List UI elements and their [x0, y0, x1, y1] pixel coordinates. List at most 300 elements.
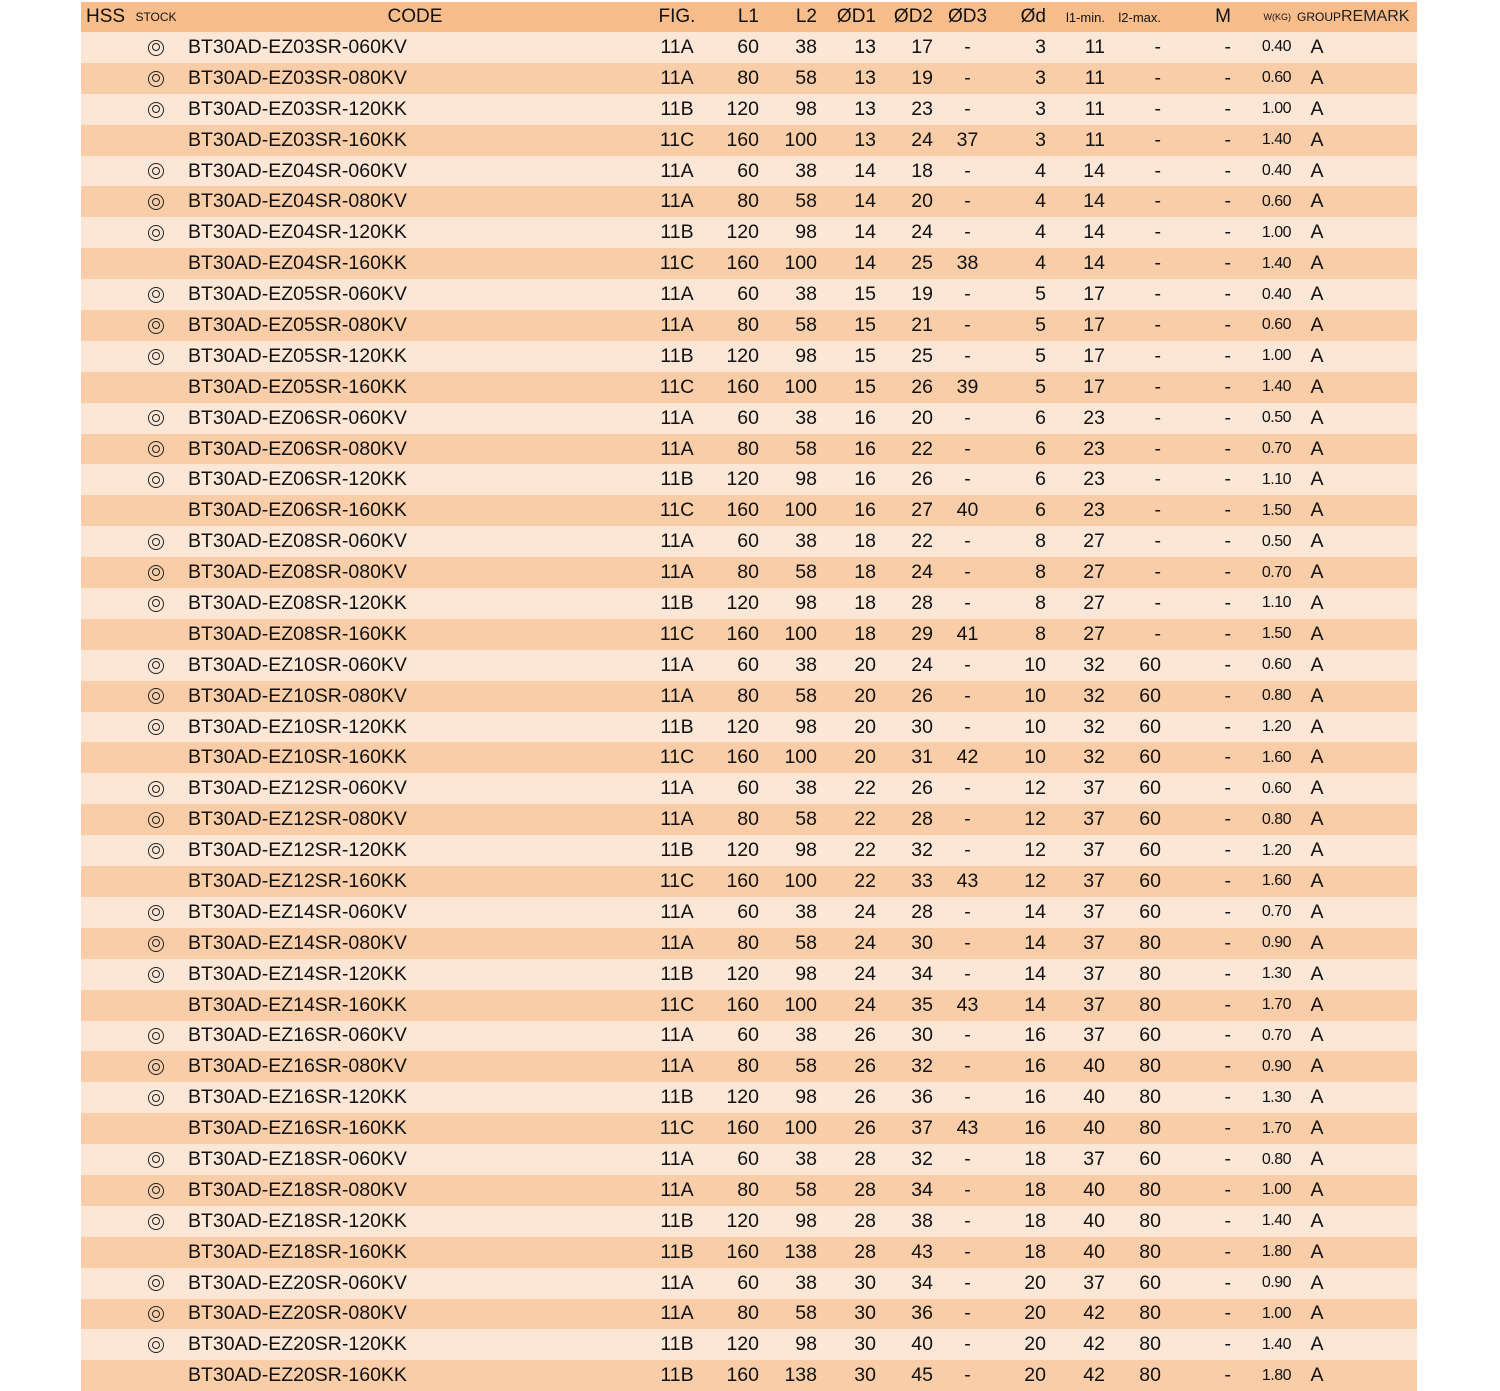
l2-cell: 38	[795, 530, 817, 553]
stock-cell	[127, 98, 185, 121]
d2-cell: 27	[911, 499, 933, 522]
l1-min-cell: 14	[1083, 159, 1105, 182]
d1-cell: 22	[854, 777, 876, 800]
d1-cell: 26	[854, 1055, 876, 1078]
d2-cell: 40	[911, 1333, 933, 1356]
d3-cell: -	[964, 1148, 971, 1170]
d1-cell: 30	[854, 1333, 876, 1356]
stock-cell	[127, 1210, 185, 1233]
fig-cell: 11C	[659, 622, 695, 645]
m-cell: -	[1224, 962, 1231, 985]
code-cell: BT30AD-EZ05SR-080KV	[188, 313, 407, 336]
table-row	[81, 526, 1417, 557]
l2-max-cell: -	[1154, 591, 1161, 614]
l1-cell: 160	[726, 746, 759, 769]
group-cell: A	[1310, 561, 1324, 584]
stock-cell	[127, 190, 185, 213]
l1-cell: 60	[737, 35, 759, 58]
l2-max-cell: -	[1154, 252, 1161, 275]
weight-cell: 0.70	[1261, 563, 1291, 581]
m-cell: -	[1224, 499, 1231, 522]
weight-cell: 1.00	[1261, 223, 1291, 241]
l2-cell: 100	[784, 1117, 817, 1140]
table-row	[81, 1268, 1417, 1299]
d2-cell: 35	[911, 993, 933, 1016]
in-stock-icon	[148, 1275, 164, 1291]
code-cell: BT30AD-EZ20SR-160KK	[188, 1364, 407, 1387]
d1-cell: 24	[854, 900, 876, 923]
fig-cell: 11B	[660, 1209, 694, 1232]
in-stock-icon	[148, 719, 164, 735]
code-cell: BT30AD-EZ08SR-120KK	[188, 591, 407, 614]
table-row	[81, 32, 1417, 63]
d-cell: 16	[1024, 1117, 1046, 1140]
l1-cell: 160	[726, 869, 759, 892]
m-cell: -	[1224, 839, 1231, 862]
weight-cell: 0.60	[1261, 69, 1291, 87]
l2-max-cell: -	[1154, 406, 1161, 429]
table-row	[81, 742, 1417, 773]
l1-min-cell: 17	[1083, 313, 1105, 336]
code-cell: BT30AD-EZ03SR-060KV	[188, 35, 407, 58]
d3-cell: -	[964, 190, 971, 213]
code-cell: BT30AD-EZ04SR-120KK	[188, 221, 407, 244]
d3-cell: -	[964, 344, 971, 367]
fig-cell: 11C	[659, 993, 695, 1016]
d-cell: 14	[1024, 993, 1046, 1016]
l2-cell: 100	[784, 869, 817, 892]
fig-cell: 11B	[660, 344, 694, 367]
m-cell: -	[1224, 1055, 1231, 1078]
weight-cell: 0.70	[1261, 1026, 1291, 1044]
fig-cell: 11A	[660, 1055, 694, 1078]
group-cell: A	[1310, 1271, 1324, 1294]
header-code: CODE	[387, 6, 443, 27]
l2-cell: 98	[795, 1333, 817, 1356]
d3-cell: -	[964, 66, 971, 89]
code-cell: BT30AD-EZ16SR-160KK	[188, 1117, 407, 1140]
group-cell: A	[1310, 468, 1324, 491]
d1-cell: 14	[854, 190, 876, 213]
d1-cell: 24	[854, 962, 876, 985]
l1-min-cell: 37	[1083, 777, 1105, 800]
l1-cell: 60	[737, 777, 759, 800]
fig-cell: 11A	[660, 159, 694, 182]
d1-cell: 22	[854, 808, 876, 831]
l2-max-cell: 80	[1139, 1209, 1161, 1232]
m-cell: -	[1224, 1209, 1231, 1232]
group-cell: A	[1310, 1178, 1324, 1201]
table-row	[81, 372, 1417, 403]
table-row	[81, 248, 1417, 279]
d3-cell: -	[964, 1271, 971, 1294]
l2-cell: 38	[795, 1271, 817, 1294]
table-row	[81, 279, 1417, 310]
header-l2: L2	[795, 6, 817, 27]
weight-cell: 0.80	[1261, 810, 1291, 828]
d1-cell: 15	[854, 313, 876, 336]
l1-min-cell: 40	[1083, 1086, 1105, 1109]
weight-cell: 1.40	[1261, 254, 1291, 272]
m-cell: -	[1224, 622, 1231, 645]
m-cell: -	[1224, 653, 1231, 676]
d-cell: 12	[1024, 869, 1046, 892]
fig-cell: 11A	[660, 406, 694, 429]
l2-cell: 100	[784, 252, 817, 275]
l1-min-cell: 37	[1083, 808, 1105, 831]
d-cell: 16	[1024, 1024, 1046, 1047]
d-cell: 3	[1035, 66, 1046, 89]
in-stock-icon	[148, 905, 164, 921]
l2-max-cell: -	[1154, 437, 1161, 460]
m-cell: -	[1224, 1086, 1231, 1109]
group-cell: A	[1310, 283, 1324, 306]
stock-cell	[127, 345, 185, 368]
l1-min-cell: 40	[1083, 1055, 1105, 1078]
l2-max-cell: 60	[1139, 808, 1161, 831]
d3-cell: -	[964, 1178, 971, 1201]
table-row	[81, 156, 1417, 187]
d3-cell: 43	[956, 993, 979, 1016]
code-cell: BT30AD-EZ18SR-060KV	[188, 1148, 407, 1170]
l2-cell: 38	[795, 159, 817, 182]
m-cell: -	[1224, 993, 1231, 1016]
table-header	[81, 2, 1417, 32]
l1-min-cell: 23	[1083, 406, 1105, 429]
m-cell: -	[1224, 375, 1231, 398]
l2-max-cell: 80	[1139, 1364, 1161, 1387]
stock-cell	[127, 1024, 185, 1047]
l1-cell: 160	[726, 1117, 759, 1140]
fig-cell: 11B	[660, 468, 694, 491]
table-row	[81, 866, 1417, 897]
code-cell: BT30AD-EZ20SR-120KK	[188, 1333, 407, 1356]
d-cell: 8	[1035, 561, 1046, 584]
weight-cell: 1.00	[1261, 1181, 1291, 1199]
l1-min-cell: 37	[1083, 993, 1105, 1016]
in-stock-icon	[148, 472, 164, 488]
table-row	[81, 63, 1417, 94]
d1-cell: 26	[854, 1117, 876, 1140]
d1-cell: 15	[854, 283, 876, 306]
product-table	[81, 2, 1417, 1391]
fig-cell: 11B	[660, 1240, 694, 1263]
d-cell: 4	[1035, 221, 1046, 244]
in-stock-icon	[148, 967, 164, 983]
l2-max-cell: -	[1154, 561, 1161, 584]
fig-cell: 11A	[660, 1024, 694, 1047]
d1-cell: 16	[854, 437, 876, 460]
weight-cell: 0.40	[1261, 38, 1291, 56]
m-cell: -	[1224, 128, 1231, 151]
code-cell: BT30AD-EZ20SR-080KV	[188, 1302, 407, 1325]
m-cell: -	[1224, 406, 1231, 429]
fig-cell: 11C	[659, 252, 695, 275]
d-cell: 8	[1035, 622, 1046, 645]
weight-cell: 1.50	[1261, 501, 1291, 519]
fig-cell: 11C	[659, 869, 695, 892]
weight-cell: 0.90	[1261, 1274, 1291, 1292]
code-cell: BT30AD-EZ03SR-080KV	[188, 66, 407, 89]
d-cell: 20	[1024, 1271, 1046, 1294]
fig-cell: 11A	[660, 190, 694, 213]
l1-min-cell: 42	[1083, 1364, 1105, 1387]
weight-cell: 0.80	[1261, 1150, 1291, 1168]
l1-min-cell: 27	[1083, 591, 1105, 614]
group-cell: A	[1310, 622, 1324, 645]
d-cell: 18	[1024, 1209, 1046, 1232]
l1-cell: 120	[726, 1209, 759, 1232]
group-cell: A	[1310, 499, 1324, 522]
l1-min-cell: 27	[1083, 530, 1105, 553]
stock-cell	[127, 283, 185, 306]
d1-cell: 24	[854, 993, 876, 1016]
m-cell: -	[1224, 1302, 1231, 1325]
d3-cell: 37	[956, 128, 979, 151]
stock-cell	[127, 438, 185, 461]
d1-cell: 15	[854, 344, 876, 367]
table-row	[81, 681, 1417, 712]
d2-cell: 24	[911, 221, 933, 244]
l1-cell: 120	[726, 591, 759, 614]
d3-cell: -	[964, 839, 971, 862]
d-cell: 6	[1035, 468, 1046, 491]
weight-cell: 0.70	[1261, 903, 1291, 921]
stock-cell	[127, 1333, 185, 1356]
l2-cell: 138	[784, 1364, 817, 1387]
l2-cell: 100	[784, 128, 817, 151]
weight-cell: 1.40	[1261, 378, 1291, 396]
code-cell: BT30AD-EZ08SR-060KV	[188, 530, 407, 553]
l2-cell: 100	[784, 499, 817, 522]
fig-cell: 11B	[660, 962, 694, 985]
l1-min-cell: 17	[1083, 375, 1105, 398]
l2-cell: 98	[795, 1209, 817, 1232]
header-d3: ØD3	[947, 6, 988, 27]
weight-cell: 0.40	[1261, 162, 1291, 179]
l1-min-cell: 11	[1084, 66, 1105, 89]
group-cell: A	[1310, 375, 1324, 398]
d1-cell: 18	[854, 530, 876, 553]
l2-max-cell: 80	[1139, 993, 1161, 1016]
header-weight: W(KG)	[1263, 12, 1291, 22]
l1-cell: 80	[737, 313, 759, 336]
code-cell: BT30AD-EZ06SR-120KK	[188, 468, 407, 491]
l2-max-cell: -	[1154, 375, 1161, 398]
d1-cell: 20	[854, 746, 876, 769]
table-row	[81, 773, 1417, 804]
group-cell: A	[1310, 1333, 1324, 1356]
l2-cell: 98	[795, 1086, 817, 1109]
in-stock-icon	[148, 349, 164, 365]
table-row	[81, 1299, 1417, 1330]
fig-cell: 11A	[660, 808, 694, 831]
table-row	[81, 186, 1417, 217]
fig-cell: 11A	[660, 1148, 694, 1170]
group-cell: A	[1310, 746, 1324, 769]
group-cell: A	[1310, 839, 1324, 862]
weight-cell: 1.10	[1261, 470, 1291, 488]
fig-cell: 11A	[660, 777, 694, 800]
l1-cell: 160	[726, 1364, 759, 1387]
code-cell: BT30AD-EZ04SR-080KV	[188, 190, 407, 213]
d2-cell: 25	[911, 344, 933, 367]
weight-cell: 0.50	[1261, 409, 1291, 427]
fig-cell: 11B	[660, 839, 694, 862]
stock-cell	[127, 654, 185, 677]
d-cell: 10	[1024, 684, 1046, 707]
stock-cell	[127, 1179, 185, 1202]
weight-cell: 0.70	[1261, 440, 1291, 458]
table-row	[81, 1113, 1417, 1144]
l1-cell: 80	[737, 1055, 759, 1078]
code-cell: BT30AD-EZ18SR-120KK	[188, 1209, 407, 1232]
stock-cell	[127, 592, 185, 615]
l2-cell: 98	[795, 591, 817, 614]
l2-max-cell: 80	[1139, 1302, 1161, 1325]
stock-cell	[127, 530, 185, 553]
d-cell: 6	[1035, 437, 1046, 460]
l2-max-cell: 60	[1139, 900, 1161, 923]
d1-cell: 20	[854, 653, 876, 676]
fig-cell: 11A	[660, 900, 694, 923]
in-stock-icon	[148, 658, 164, 674]
d3-cell: -	[964, 97, 971, 120]
code-cell: BT30AD-EZ14SR-160KK	[188, 993, 407, 1016]
in-stock-icon	[148, 71, 164, 87]
d3-cell: -	[964, 1364, 971, 1387]
d-cell: 14	[1024, 931, 1046, 954]
l2-max-cell: -	[1154, 159, 1161, 182]
l1-min-cell: 17	[1083, 283, 1105, 306]
in-stock-icon	[148, 534, 164, 550]
l1-cell: 60	[737, 283, 759, 306]
d1-cell: 13	[854, 35, 876, 58]
l1-cell: 160	[726, 1240, 759, 1263]
code-cell: BT30AD-EZ10SR-160KK	[188, 746, 407, 769]
d-cell: 5	[1035, 375, 1046, 398]
in-stock-icon	[148, 1028, 164, 1044]
d2-cell: 33	[911, 869, 933, 892]
d3-cell: -	[964, 35, 971, 58]
m-cell: -	[1224, 1271, 1231, 1294]
m-cell: -	[1224, 561, 1231, 584]
m-cell: -	[1224, 66, 1231, 89]
in-stock-icon	[148, 565, 164, 581]
d-cell: 6	[1035, 406, 1046, 429]
d3-cell: -	[964, 221, 971, 244]
l1-cell: 120	[726, 1086, 759, 1109]
group-cell: A	[1310, 97, 1324, 120]
d3-cell: -	[964, 313, 971, 336]
l2-max-cell: 60	[1139, 1148, 1161, 1170]
d-cell: 10	[1024, 746, 1046, 769]
l2-cell: 58	[795, 1178, 817, 1201]
stock-cell	[127, 67, 185, 90]
group-cell: A	[1310, 653, 1324, 676]
in-stock-icon	[148, 596, 164, 612]
l2-cell: 38	[795, 777, 817, 800]
d1-cell: 28	[854, 1178, 876, 1201]
stock-cell	[127, 314, 185, 337]
m-cell: -	[1224, 1178, 1231, 1201]
d1-cell: 28	[854, 1240, 876, 1263]
weight-cell: 1.80	[1261, 1366, 1291, 1384]
weight-cell: 1.40	[1261, 131, 1291, 149]
m-cell: -	[1224, 190, 1231, 213]
m-cell: -	[1224, 1148, 1231, 1170]
group-cell: A	[1310, 66, 1324, 89]
weight-cell: 1.70	[1261, 1119, 1291, 1137]
l2-max-cell: -	[1154, 97, 1161, 120]
in-stock-icon	[148, 843, 164, 859]
group-cell: A	[1310, 313, 1324, 336]
d3-cell: -	[964, 962, 971, 985]
m-cell: -	[1224, 1117, 1231, 1140]
d3-cell: -	[964, 159, 971, 182]
l1-min-cell: 37	[1083, 962, 1105, 985]
code-cell: BT30AD-EZ05SR-060KV	[188, 283, 407, 306]
in-stock-icon	[148, 1337, 164, 1353]
table-row	[81, 495, 1417, 526]
l2-max-cell: -	[1154, 499, 1161, 522]
l2-cell: 38	[795, 653, 817, 676]
d1-cell: 13	[854, 66, 876, 89]
header-hss: HSS	[86, 6, 126, 27]
l2-max-cell: 60	[1139, 1024, 1161, 1047]
fig-cell: 11A	[660, 1271, 694, 1294]
table-row	[81, 403, 1417, 434]
l1-cell: 120	[726, 468, 759, 491]
d2-cell: 21	[911, 313, 933, 336]
l2-max-cell: -	[1154, 190, 1161, 213]
l1-min-cell: 40	[1083, 1178, 1105, 1201]
group-cell: A	[1310, 35, 1324, 58]
d3-cell: -	[964, 931, 971, 954]
group-cell: A	[1310, 159, 1324, 182]
d3-cell: -	[964, 1209, 971, 1232]
d3-cell: -	[964, 1333, 971, 1356]
l2-cell: 98	[795, 221, 817, 244]
l1-min-cell: 32	[1083, 684, 1105, 707]
fig-cell: 11C	[659, 499, 695, 522]
l1-cell: 160	[726, 622, 759, 645]
group-cell: A	[1310, 900, 1324, 923]
d1-cell: 18	[854, 591, 876, 614]
d1-cell: 13	[854, 97, 876, 120]
d3-cell: 43	[956, 1117, 979, 1140]
code-cell: BT30AD-EZ08SR-080KV	[188, 561, 407, 584]
group-cell: A	[1310, 252, 1324, 275]
l1-cell: 60	[737, 653, 759, 676]
d2-cell: 28	[911, 591, 933, 614]
table-row	[81, 712, 1417, 743]
d1-cell: 28	[854, 1209, 876, 1232]
code-cell: BT30AD-EZ06SR-060KV	[188, 406, 407, 429]
fig-cell: 11B	[660, 715, 694, 738]
m-cell: -	[1224, 221, 1231, 244]
group-cell: A	[1310, 1302, 1324, 1325]
d1-cell: 15	[854, 375, 876, 398]
weight-cell: 0.80	[1261, 687, 1291, 705]
header-m: M	[1215, 6, 1231, 27]
l1-min-cell: 40	[1083, 1209, 1105, 1232]
d2-cell: 31	[911, 746, 933, 769]
d2-cell: 26	[911, 684, 933, 707]
in-stock-icon	[148, 1183, 164, 1199]
weight-cell: 1.70	[1261, 996, 1291, 1014]
l2-max-cell: -	[1154, 66, 1161, 89]
